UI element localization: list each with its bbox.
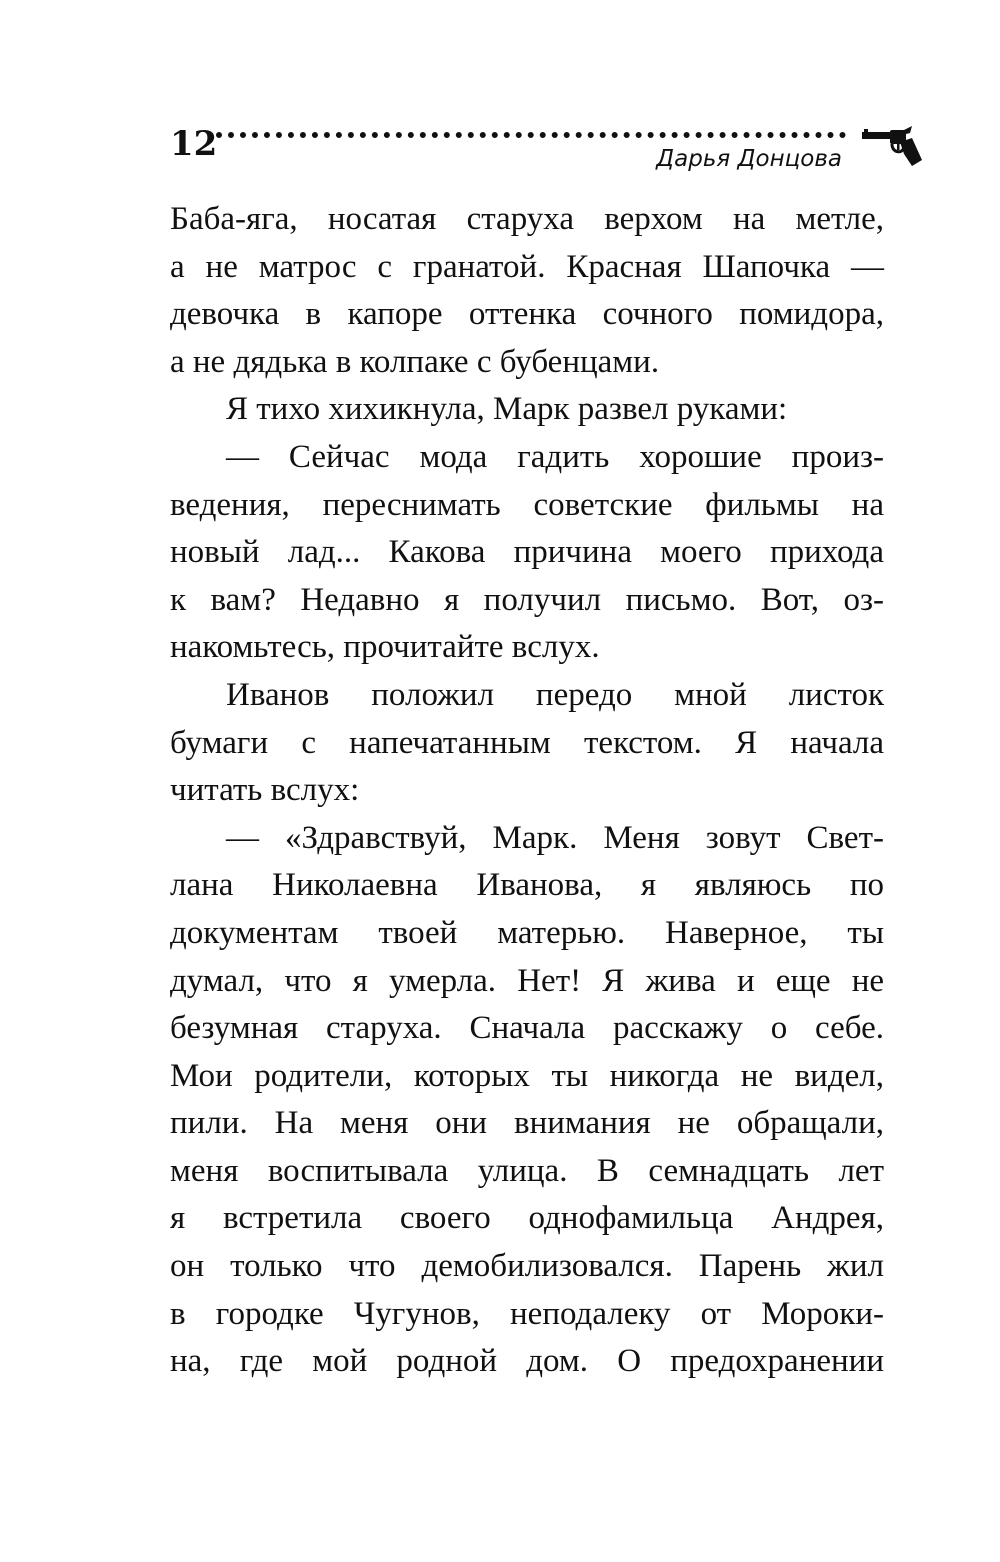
text-line: ведения, переснимать советские фильмы на [170, 486, 884, 523]
page-number: 12 [170, 124, 218, 164]
text-line: Иванов положил передо мной листок [226, 676, 884, 713]
text-line: а не дядька в колпаке с бубенцами. [170, 343, 660, 380]
text-line: думал, что я умерла. Нет! Я жива и еще не [170, 962, 884, 999]
text-line: читать вслух: [170, 772, 360, 809]
text-line: а не матрос с гранатой. Красная Шапочка — [170, 248, 884, 285]
text-line: девочка в капоре оттенка сочного помидора, [170, 296, 884, 333]
revolver-icon [860, 124, 924, 168]
body-text [170, 196, 884, 1386]
text-line: я встретила своего однофамильца Андрея, [170, 1200, 884, 1237]
text-line: бумаги с напечатанным текстом. Я начала [170, 724, 884, 761]
text-line: в городке Чугунов, неподалеку от Мороки- [170, 1295, 884, 1332]
text-line: на, где мой родной дом. О предохранении [170, 1343, 884, 1380]
text-line: новый лад... Какова причина моего прихода [170, 534, 884, 571]
text-line: — «Здравствуй, Марк. Меня зовут Свет- [226, 819, 884, 856]
text-line: — Сейчас мода гадить хорошие произ- [226, 438, 884, 475]
text-line: накомьтесь, прочитайте вслух. [170, 629, 600, 666]
text-line: Баба-яга, носатая старуха верхом на метле, [170, 201, 884, 237]
dot-leader [216, 132, 846, 138]
text-line: меня воспитывала улица. В семнадцать лет [170, 1152, 884, 1189]
text-line: безумная старуха. Сначала расскажу о себе. [170, 1010, 884, 1047]
page-header [170, 118, 930, 178]
text-line: он только что демобилизовался. Парень жил [170, 1248, 884, 1285]
text-line: Я тихо хихикнула, Марк развел руками: [226, 391, 788, 428]
text-line: лана Николаевна Иванова, я являюсь по [170, 867, 884, 904]
text-line: Мои родители, которых ты никогда не видел, [170, 1057, 884, 1094]
text-line: документам твоей матерью. Наверное, ты [170, 914, 884, 951]
text-line: к вам? Недавно я получил письмо. Вот, оз- [170, 581, 884, 618]
author-name: Дарья Донцова [656, 146, 842, 172]
text-line: пили. На меня они внимания не обращали, [170, 1105, 884, 1142]
